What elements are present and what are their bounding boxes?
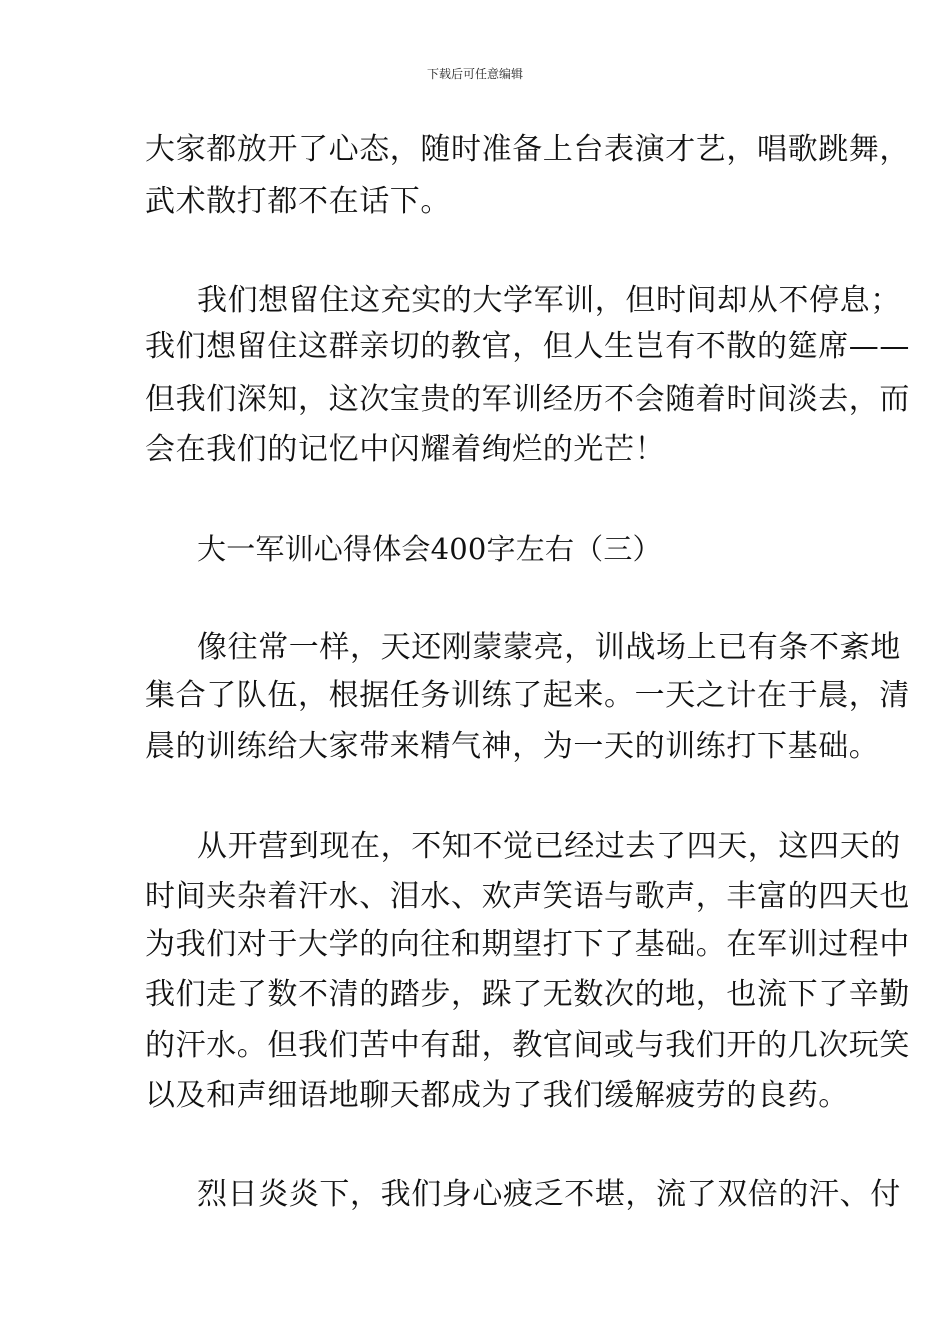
paragraph-line: 但我们深知，这次宝贵的军训经历不会随着时间淡去，而 [145,382,910,417]
paragraph-line: 武术散打都不在话下。 [145,184,451,219]
paragraph-line: 从开营到现在，不知不觉已经过去了四天，这四天的 [197,829,901,864]
paragraph-line: 时间夹杂着汗水、泪水、欢声笑语与歌声，丰富的四天也 [145,879,910,914]
paragraph-line: 我们想留住这充实的大学军训，但时间却从不停息； [197,283,901,318]
paragraph-line: 我们走了数不清的踏步，跺了无数次的地，也流下了辛勤 [145,977,910,1012]
paragraph-line: 烈日炎炎下，我们身心疲乏不堪，流了双倍的汗、付 [197,1177,901,1212]
paragraph-line: 晨的训练给大家带来精气神，为一天的训练打下基础。 [145,729,880,764]
section-heading: 大一军训心得体会400字左右（三） [197,532,662,566]
paragraph-line: 的汗水。但我们苦中有甜，教官间或与我们开的几次玩笑 [145,1028,910,1063]
paragraph-line: 我们想留住这群亲切的教官，但人生岂有不散的筵席—— [145,329,910,364]
page-header: 下载后可任意编辑 [426,67,523,81]
paragraph-line: 为我们对于大学的向往和期望打下了基础。在军训过程中 [145,927,910,962]
paragraph-line: 会在我们的记忆中闪耀着绚烂的光芒！ [145,432,666,467]
paragraph-line: 以及和声细语地聊天都成为了我们缓解疲劳的良药。 [145,1078,849,1113]
paragraph-line: 像往常一样，天还刚蒙蒙亮，训战场上已有条不紊地 [197,630,901,665]
paragraph-line: 大家都放开了心态，随时准备上台表演才艺，唱歌跳舞， [145,132,910,167]
paragraph-line: 集合了队伍，根据任务训练了起来。一天之计在于晨，清 [145,678,910,713]
